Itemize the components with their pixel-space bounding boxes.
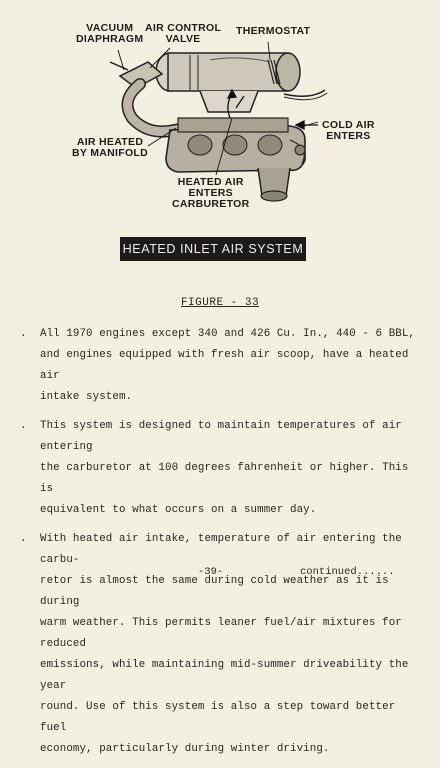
label-line: AIR CONTROL xyxy=(145,22,222,34)
label-line: DIAPHRAGM xyxy=(76,33,144,45)
label-line: CARBURETOR xyxy=(172,198,250,210)
label-line: COLD AIR xyxy=(322,119,375,131)
body-text xyxy=(18,324,428,768)
bullet-dot: . xyxy=(20,328,27,340)
label-thermostat xyxy=(236,26,310,37)
text-line: and engines equipped with fresh air scoop, have a heated air xyxy=(40,349,409,382)
text-line: With heated air intake, temperature of air entering the carbu- xyxy=(40,533,402,566)
label-line: ENTERS xyxy=(188,187,233,199)
figure-caption: FIGURE - 33 xyxy=(180,297,260,309)
bullet-paragraph xyxy=(40,416,428,521)
label-line: VALVE xyxy=(165,33,201,45)
text-line: retor is almost the same during cold weather as it is during xyxy=(40,575,389,608)
text-line: warm weather. This permits leaner fuel/air mixtures for reduced xyxy=(40,617,402,650)
label-line: HEATED AIR xyxy=(177,176,244,188)
text-line: the carburetor at 100 degrees fahrenheit or higher. This is xyxy=(40,462,409,495)
text-line: intake system. xyxy=(40,391,133,403)
label-cold-air xyxy=(322,120,375,142)
page-number: -39- xyxy=(198,566,224,578)
text-line: emissions, while maintaining mid-summer driveability the year xyxy=(40,659,409,692)
bullet-paragraph xyxy=(40,324,428,408)
text-line: equivalent to what occurs on a summer day. xyxy=(40,504,317,516)
diagram-title-plate: HEATED INLET AIR SYSTEM xyxy=(120,237,306,261)
text-line: This system is designed to maintain temperatures of air entering xyxy=(40,420,402,453)
label-heated-air xyxy=(172,177,249,210)
bullet-item xyxy=(18,529,428,760)
bullet-dot: . xyxy=(20,420,27,432)
continued-note: continued...... xyxy=(300,566,395,578)
bullet-paragraph xyxy=(40,529,428,760)
label-line: ENTERS xyxy=(326,130,371,142)
bullet-item xyxy=(18,324,428,408)
label-line: AIR HEATED xyxy=(76,136,144,148)
label-line: THERMOSTAT xyxy=(236,25,311,37)
text-line: round. Use of this system is also a step toward better fuel xyxy=(40,701,396,734)
page-footer xyxy=(0,566,440,580)
label-air-heated xyxy=(72,137,148,159)
label-line: VACUUM xyxy=(86,22,134,34)
label-line: BY MANIFOLD xyxy=(72,147,149,159)
bullet-item xyxy=(18,416,428,521)
text-line: All 1970 engines except 340 and 426 Cu. In., 440 - 6 BBL, xyxy=(40,328,416,340)
label-air-control-valve xyxy=(145,23,221,45)
text-line: economy, particularly during winter driving. xyxy=(40,743,330,755)
heated-inlet-air-diagram xyxy=(0,0,440,232)
label-vacuum-diaphragm xyxy=(76,23,143,45)
bullet-dot: . xyxy=(20,533,27,545)
